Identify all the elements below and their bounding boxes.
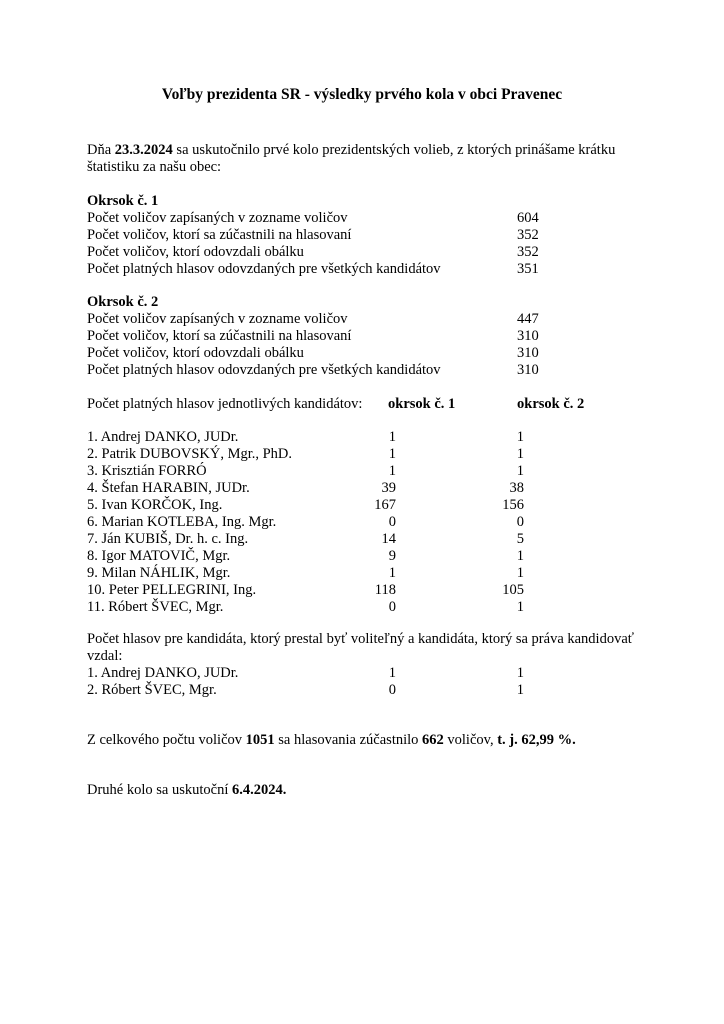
withdrawn-intro-line-1: Počet hlasov pre kandidáta, ktorý prestal byť voliteľný a kandidáta, ktorý sa práva kandidovať [87, 631, 634, 647]
candidate-votes-district-2: 38 [509, 480, 524, 496]
withdrawn-votes-district-2: 1 [516, 665, 524, 681]
withdrawn-candidate-name: 1. Andrej DANKO, JUDr. [87, 665, 239, 681]
election-date: 23.3.2024 [114, 142, 173, 158]
withdrawn-candidate-name: 2. Róbert ŠVEC, Mgr. [87, 682, 217, 698]
stat-value: 351 [517, 261, 539, 277]
stat-label: Počet voličov zapísaných v zozname voličov [87, 311, 348, 327]
withdrawn-votes-district-1: 1 [388, 665, 396, 681]
candidate-votes-district-1: 9 [388, 548, 396, 564]
candidates-header-label: Počet platných hlasov jednotlivých kandidátov: [87, 396, 363, 412]
district-1-heading: Okrsok č. 1 [87, 193, 159, 209]
stat-value: 447 [517, 311, 539, 327]
candidate-name: 10. Peter PELLEGRINI, Ing. [87, 582, 257, 598]
candidate-votes-district-2: 105 [502, 582, 524, 598]
candidate-votes-district-1: 1 [388, 463, 396, 479]
turnout-summary: Z celkového počtu voličov 1051 sa hlasovania zúčastnilo 662 voličov, t. j. 62,99 %. [87, 732, 576, 748]
second-round-note: Druhé kolo sa uskutoční 6.4.2024. [87, 782, 287, 798]
candidate-votes-district-1: 1 [388, 565, 396, 581]
page-title: Voľby prezidenta SR - výsledky prvého kola v obci Pravenec [161, 86, 563, 103]
stat-value: 310 [517, 345, 539, 361]
candidate-votes-district-1: 167 [374, 497, 396, 513]
candidate-votes-district-2: 5 [516, 531, 524, 547]
candidate-name: 5. Ivan KORČOK, Ing. [87, 497, 223, 513]
stat-label: Počet platných hlasov odovzdaných pre všetkých kandidátov [87, 362, 441, 378]
column-header-district-2: okrsok č. 2 [517, 396, 585, 412]
stat-label: Počet voličov, ktorí sa zúčastnili na hlasovaní [87, 328, 352, 344]
stat-label: Počet platných hlasov odovzdaných pre všetkých kandidátov [87, 261, 441, 277]
stat-value: 352 [517, 227, 539, 243]
candidate-votes-district-2: 1 [516, 429, 524, 445]
candidate-votes-district-2: 1 [516, 463, 524, 479]
candidate-votes-district-1: 0 [388, 599, 396, 615]
candidate-name: 3. Krisztián FORRÓ [87, 463, 207, 479]
candidate-votes-district-1: 118 [374, 582, 396, 598]
candidate-name: 1. Andrej DANKO, JUDr. [87, 429, 239, 445]
withdrawn-intro-line-2: vzdal: [87, 648, 123, 664]
district-2-heading: Okrsok č. 2 [87, 294, 159, 310]
stat-label: Počet voličov zapísaných v zozname voličov [87, 210, 348, 226]
withdrawn-votes-district-2: 1 [516, 682, 524, 698]
stat-label: Počet voličov, ktorí odovzdali obálku [87, 345, 304, 361]
candidate-votes-district-2: 1 [516, 565, 524, 581]
second-round-date: 6.4.2024. [231, 782, 287, 798]
intro-line-1: Dňa 23.3.2024 sa uskutočnilo prvé kolo prezidentských volieb, z ktorých prinášame krátku [87, 142, 616, 158]
candidate-votes-district-2: 1 [516, 548, 524, 564]
candidate-name: 6. Marian KOTLEBA, Ing. Mgr. [87, 514, 277, 530]
candidate-name: 4. Štefan HARABIN, JUDr. [87, 480, 250, 496]
candidate-name: 2. Patrik DUBOVSKÝ, Mgr., PhD. [87, 446, 293, 462]
stat-value: 310 [517, 328, 539, 344]
candidate-name: 11. Róbert ŠVEC, Mgr. [87, 599, 224, 615]
total-voters: 1051 [245, 732, 275, 748]
voted-count: 662 [422, 732, 444, 748]
candidate-votes-district-1: 1 [388, 446, 396, 462]
stat-value: 604 [517, 210, 539, 226]
candidate-votes-district-1: 0 [388, 514, 396, 530]
stat-value: 352 [517, 244, 539, 260]
column-header-district-1: okrsok č. 1 [388, 396, 456, 412]
stat-label: Počet voličov, ktorí sa zúčastnili na hlasovaní [87, 227, 352, 243]
stat-label: Počet voličov, ktorí odovzdali obálku [87, 244, 304, 260]
candidate-name: 8. Igor MATOVIČ, Mgr. [87, 548, 231, 564]
candidate-votes-district-1: 14 [381, 531, 396, 547]
withdrawn-votes-district-1: 0 [388, 682, 396, 698]
turnout-percent: t. j. 62,99 %. [497, 732, 576, 748]
intro-line-2: štatistiku za našu obec: [87, 159, 222, 175]
candidate-votes-district-2: 1 [516, 446, 524, 462]
stat-value: 310 [517, 362, 539, 378]
candidate-name: 9. Milan NÁHLIK, Mgr. [87, 565, 231, 581]
candidate-votes-district-1: 39 [381, 480, 396, 496]
candidate-votes-district-2: 1 [516, 599, 524, 615]
candidate-name: 7. Ján KUBIŠ, Dr. h. c. Ing. [87, 531, 249, 547]
candidate-votes-district-2: 0 [516, 514, 524, 530]
candidate-votes-district-1: 1 [388, 429, 396, 445]
candidate-votes-district-2: 156 [502, 497, 524, 513]
